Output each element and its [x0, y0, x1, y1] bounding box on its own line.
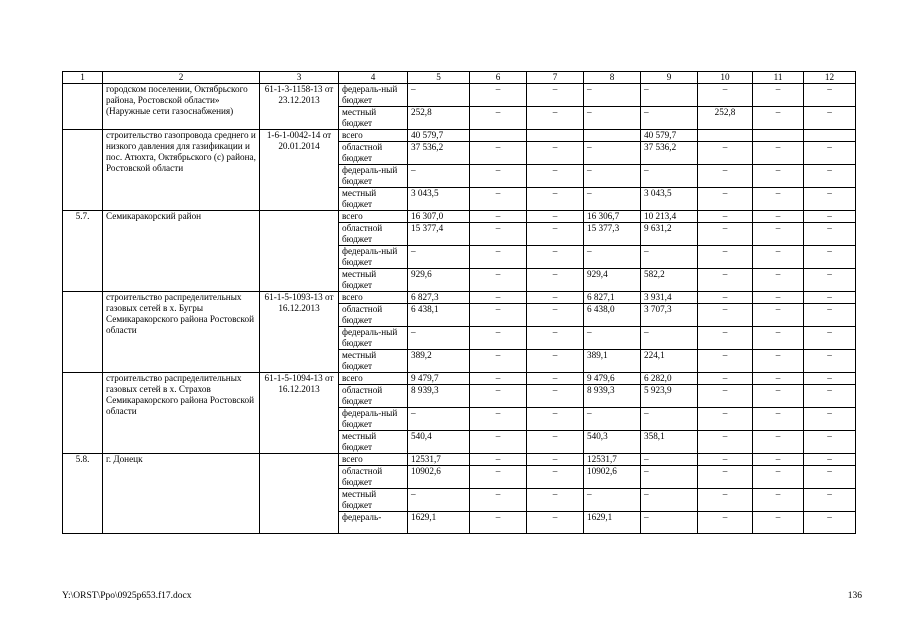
amount-cell: –	[641, 489, 698, 512]
amount-cell: 40 579,7	[641, 130, 698, 142]
amount-cell: –	[804, 165, 856, 188]
amount-cell: –	[527, 385, 584, 408]
amount-cell: –	[698, 269, 753, 292]
amount-cell	[527, 130, 584, 142]
funding-source: областной бюджет	[339, 304, 408, 327]
amount-cell	[470, 130, 527, 142]
funding-source: федераль-ный бюджет	[339, 246, 408, 269]
amount-cell: –	[753, 431, 804, 454]
amount-cell: –	[698, 84, 753, 107]
amount-cell: –	[804, 373, 856, 385]
item-number	[63, 130, 103, 211]
funding-source: всего	[339, 292, 408, 304]
amount-cell: –	[804, 107, 856, 130]
amount-cell: –	[527, 512, 584, 534]
amount-cell: –	[698, 385, 753, 408]
column-header-cell: 12	[804, 72, 856, 84]
amount-cell: 10 213,4	[641, 211, 698, 223]
amount-cell: 16 307,0	[408, 211, 470, 223]
amount-cell: –	[804, 304, 856, 327]
amount-cell: 6 282,0	[641, 373, 698, 385]
amount-cell: –	[753, 269, 804, 292]
item-number	[63, 84, 103, 130]
amount-cell: –	[527, 431, 584, 454]
amount-cell: –	[584, 165, 641, 188]
table-row	[63, 292, 856, 304]
amount-cell: –	[641, 107, 698, 130]
amount-cell: 3 043,5	[408, 188, 470, 211]
amount-cell: –	[527, 84, 584, 107]
amount-cell: –	[408, 327, 470, 350]
amount-cell: –	[527, 142, 584, 165]
column-header-cell: 6	[470, 72, 527, 84]
funding-source: областной бюджет	[339, 466, 408, 489]
amount-cell: 3 043,5	[641, 188, 698, 211]
amount-cell: –	[527, 489, 584, 512]
amount-cell: 1629,1	[584, 512, 641, 534]
amount-cell: –	[470, 211, 527, 223]
amount-cell: –	[698, 223, 753, 246]
amount-cell: 929,6	[408, 269, 470, 292]
amount-cell: –	[753, 84, 804, 107]
amount-cell	[698, 130, 753, 142]
funding-source: областной бюджет	[339, 142, 408, 165]
column-header-cell: 4	[339, 72, 408, 84]
amount-cell: –	[470, 385, 527, 408]
funding-source: всего	[339, 373, 408, 385]
amount-cell: 12531,7	[584, 454, 641, 466]
page-number: 136	[847, 591, 862, 601]
footer-file-path: Y:\ORST\Ppo\0925p653.f17.docx	[62, 591, 192, 601]
document-reference: 61-1-5-1094-13 от 16.12.2013	[260, 373, 339, 454]
amount-cell: –	[470, 142, 527, 165]
amount-cell: –	[753, 466, 804, 489]
amount-cell: –	[804, 489, 856, 512]
amount-cell: –	[804, 223, 856, 246]
amount-cell: 540,4	[408, 431, 470, 454]
amount-cell: –	[470, 269, 527, 292]
amount-cell: 9 631,2	[641, 223, 698, 246]
amount-cell: –	[584, 489, 641, 512]
budget-table	[62, 71, 856, 534]
document-reference	[260, 454, 339, 534]
document-reference: 1-6-1-0042-14 от 20.01.2014	[260, 130, 339, 211]
amount-cell: –	[527, 327, 584, 350]
table-row	[63, 130, 856, 142]
object-name: строительство распределительных газовых сетей в х. Бугры Семикаракорского района Ростовской области	[103, 292, 260, 373]
amount-cell: –	[698, 454, 753, 466]
amount-cell: –	[698, 292, 753, 304]
amount-cell: –	[698, 489, 753, 512]
document-reference	[260, 211, 339, 292]
amount-cell: 389,1	[584, 350, 641, 373]
amount-cell: –	[527, 107, 584, 130]
amount-cell: –	[641, 512, 698, 534]
column-header-cell: 9	[641, 72, 698, 84]
amount-cell: –	[470, 512, 527, 534]
amount-cell: 8 939,3	[584, 385, 641, 408]
column-header-cell: 11	[753, 72, 804, 84]
amount-cell: –	[470, 489, 527, 512]
amount-cell: –	[470, 304, 527, 327]
amount-cell: –	[804, 246, 856, 269]
amount-cell: 40 579,7	[408, 130, 470, 142]
amount-cell: –	[753, 408, 804, 431]
amount-cell: –	[698, 373, 753, 385]
amount-cell: 929,4	[584, 269, 641, 292]
amount-cell: 252,8	[408, 107, 470, 130]
object-name: г. Донецк	[103, 454, 260, 534]
funding-source: федераль-	[339, 512, 408, 534]
amount-cell: –	[641, 84, 698, 107]
amount-cell: –	[804, 142, 856, 165]
amount-cell: –	[804, 84, 856, 107]
amount-cell: –	[804, 431, 856, 454]
document-reference: 61-1-5-1093-13 от 16.12.2013	[260, 292, 339, 373]
amount-cell: –	[470, 292, 527, 304]
amount-cell: –	[753, 211, 804, 223]
amount-cell: 540,3	[584, 431, 641, 454]
amount-cell: –	[698, 408, 753, 431]
amount-cell: –	[408, 246, 470, 269]
amount-cell: –	[804, 408, 856, 431]
amount-cell: –	[527, 454, 584, 466]
amount-cell: –	[641, 454, 698, 466]
amount-cell: 3 707,3	[641, 304, 698, 327]
column-header-row	[63, 72, 856, 84]
funding-source: всего	[339, 130, 408, 142]
amount-cell: –	[527, 165, 584, 188]
funding-source: федераль-ный бюджет	[339, 327, 408, 350]
amount-cell: –	[584, 142, 641, 165]
table-row	[63, 84, 856, 107]
amount-cell: –	[804, 350, 856, 373]
object-name: Семикаракорский район	[103, 211, 260, 292]
amount-cell: –	[527, 350, 584, 373]
amount-cell: –	[470, 454, 527, 466]
amount-cell: –	[470, 431, 527, 454]
amount-cell: –	[584, 327, 641, 350]
funding-source: местный бюджет	[339, 431, 408, 454]
amount-cell: –	[470, 188, 527, 211]
amount-cell	[804, 130, 856, 142]
amount-cell: –	[804, 269, 856, 292]
amount-cell: –	[527, 408, 584, 431]
amount-cell: 5 923,9	[641, 385, 698, 408]
table-row	[63, 211, 856, 223]
funding-source: местный бюджет	[339, 269, 408, 292]
amount-cell: –	[408, 489, 470, 512]
funding-source: местный бюджет	[339, 350, 408, 373]
amount-cell: 6 438,0	[584, 304, 641, 327]
amount-cell: –	[698, 211, 753, 223]
amount-cell: –	[753, 512, 804, 534]
amount-cell: –	[753, 223, 804, 246]
amount-cell: 6 827,1	[584, 292, 641, 304]
amount-cell	[584, 130, 641, 142]
amount-cell: –	[753, 385, 804, 408]
amount-cell: –	[641, 165, 698, 188]
amount-cell: –	[753, 246, 804, 269]
amount-cell: 10902,6	[408, 466, 470, 489]
column-header-cell: 2	[103, 72, 260, 84]
amount-cell: 37 536,2	[408, 142, 470, 165]
funding-source: всего	[339, 454, 408, 466]
amount-cell: 9 479,6	[584, 373, 641, 385]
amount-cell: 8 939,3	[408, 385, 470, 408]
amount-cell: –	[698, 327, 753, 350]
amount-cell: –	[753, 350, 804, 373]
amount-cell: –	[470, 327, 527, 350]
amount-cell: –	[753, 327, 804, 350]
amount-cell: 389,2	[408, 350, 470, 373]
item-number: 5.7.	[63, 211, 103, 292]
amount-cell: –	[698, 350, 753, 373]
amount-cell: –	[753, 292, 804, 304]
amount-cell: –	[698, 304, 753, 327]
amount-cell: –	[753, 454, 804, 466]
amount-cell: –	[753, 489, 804, 512]
funding-source: местный бюджет	[339, 188, 408, 211]
object-name: городском поселении, Октябрьского района, Ростовской области» (Наружные сети газоснабжения)	[103, 84, 260, 130]
amount-cell: 224,1	[641, 350, 698, 373]
amount-cell: –	[804, 211, 856, 223]
amount-cell: –	[408, 165, 470, 188]
amount-cell: –	[470, 84, 527, 107]
amount-cell: –	[584, 84, 641, 107]
amount-cell: 6 438,1	[408, 304, 470, 327]
amount-cell: 3 931,4	[641, 292, 698, 304]
object-name: строительство распределительных газовых сетей в х. Страхов Семикаракорского района Ростовской области	[103, 373, 260, 454]
amount-cell: –	[527, 292, 584, 304]
column-header-cell: 7	[527, 72, 584, 84]
amount-cell: –	[584, 408, 641, 431]
amount-cell: –	[584, 107, 641, 130]
amount-cell: –	[698, 246, 753, 269]
amount-cell: –	[753, 107, 804, 130]
funding-source: областной бюджет	[339, 223, 408, 246]
item-number	[63, 373, 103, 454]
amount-cell: –	[527, 304, 584, 327]
amount-cell: –	[470, 223, 527, 246]
amount-cell: –	[804, 466, 856, 489]
funding-source: местный бюджет	[339, 107, 408, 130]
funding-source: федераль-ный бюджет	[339, 165, 408, 188]
amount-cell: 358,1	[641, 431, 698, 454]
amount-cell: –	[641, 246, 698, 269]
amount-cell: 37 536,2	[641, 142, 698, 165]
item-number	[63, 292, 103, 373]
amount-cell: 15 377,4	[408, 223, 470, 246]
amount-cell: –	[753, 188, 804, 211]
amount-cell: –	[408, 408, 470, 431]
amount-cell: –	[408, 84, 470, 107]
column-header-cell: 8	[584, 72, 641, 84]
amount-cell: –	[753, 165, 804, 188]
amount-cell: –	[698, 431, 753, 454]
column-header-cell: 3	[260, 72, 339, 84]
amount-cell: –	[753, 373, 804, 385]
table-row	[63, 373, 856, 385]
table-row	[63, 454, 856, 466]
amount-cell: –	[527, 373, 584, 385]
amount-cell: –	[804, 454, 856, 466]
amount-cell: 1629,1	[408, 512, 470, 534]
amount-cell: 12531,7	[408, 454, 470, 466]
amount-cell: –	[753, 142, 804, 165]
amount-cell: –	[804, 188, 856, 211]
amount-cell: –	[804, 385, 856, 408]
amount-cell: –	[641, 466, 698, 489]
amount-cell: –	[527, 269, 584, 292]
amount-cell: –	[641, 408, 698, 431]
amount-cell: 15 377,3	[584, 223, 641, 246]
column-header-cell: 1	[63, 72, 103, 84]
amount-cell: –	[527, 223, 584, 246]
amount-cell: –	[698, 512, 753, 534]
amount-cell: –	[584, 246, 641, 269]
funding-source: областной бюджет	[339, 385, 408, 408]
amount-cell: –	[470, 165, 527, 188]
amount-cell: –	[527, 246, 584, 269]
amount-cell: –	[470, 350, 527, 373]
funding-source: местный бюджет	[339, 489, 408, 512]
amount-cell: –	[698, 142, 753, 165]
funding-source: всего	[339, 211, 408, 223]
amount-cell: –	[641, 327, 698, 350]
amount-cell: –	[527, 466, 584, 489]
amount-cell: –	[753, 304, 804, 327]
amount-cell: –	[470, 466, 527, 489]
amount-cell: –	[698, 165, 753, 188]
column-header-cell: 10	[698, 72, 753, 84]
amount-cell: –	[470, 246, 527, 269]
amount-cell: –	[804, 327, 856, 350]
object-name: строительство газопровода среднего и низкого давления для газификации и пос. Атюхта, Октябрьского (с) района, Ростовской области	[103, 130, 260, 211]
amount-cell: 16 306,7	[584, 211, 641, 223]
amount-cell: –	[698, 188, 753, 211]
amount-cell: –	[470, 408, 527, 431]
funding-source: федераль-ный бюджет	[339, 84, 408, 107]
amount-cell: 10902,6	[584, 466, 641, 489]
amount-cell: –	[527, 211, 584, 223]
amount-cell	[753, 130, 804, 142]
amount-cell: –	[470, 107, 527, 130]
amount-cell: 252,8	[698, 107, 753, 130]
amount-cell: –	[698, 466, 753, 489]
amount-cell: 9 479,7	[408, 373, 470, 385]
amount-cell: –	[584, 188, 641, 211]
document-reference: 61-1-3-1158-13 от 23.12.2013	[260, 84, 339, 130]
funding-source: федераль-ный бюджет	[339, 408, 408, 431]
amount-cell: –	[804, 292, 856, 304]
amount-cell: –	[527, 188, 584, 211]
amount-cell: –	[804, 512, 856, 534]
item-number: 5.8.	[63, 454, 103, 534]
amount-cell: 582,2	[641, 269, 698, 292]
amount-cell: 6 827,3	[408, 292, 470, 304]
column-header-cell: 5	[408, 72, 470, 84]
amount-cell: –	[470, 373, 527, 385]
